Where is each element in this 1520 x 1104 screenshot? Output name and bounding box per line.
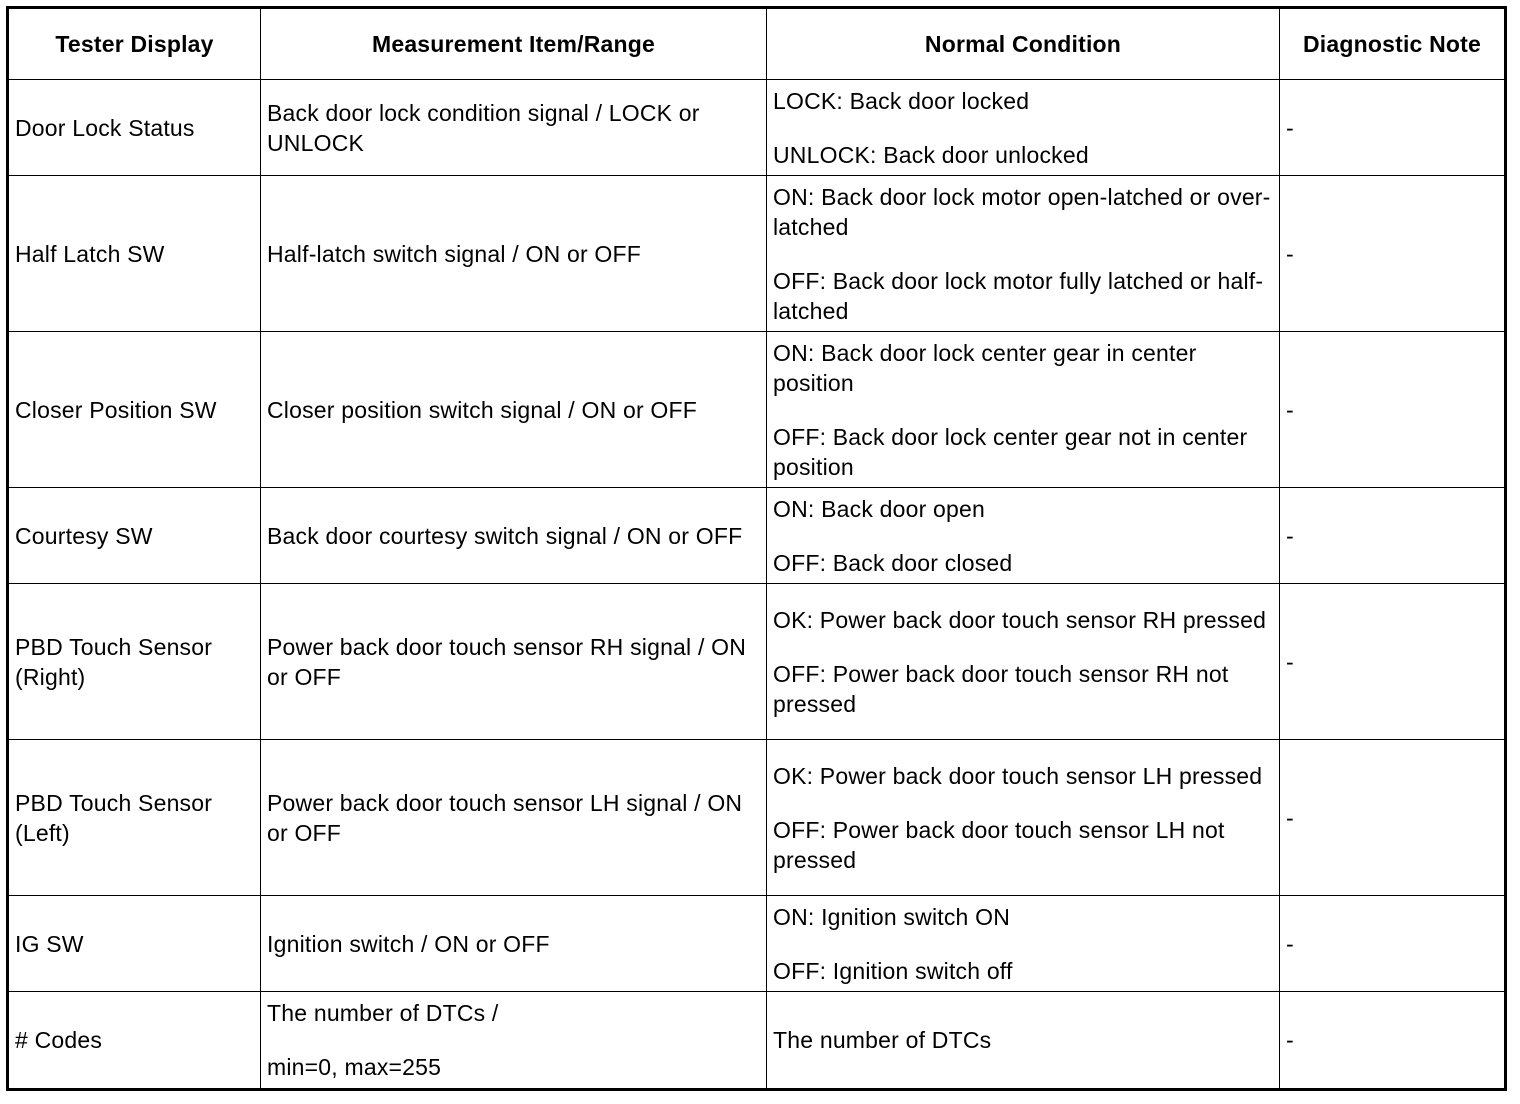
diagnostic-note-cell: - xyxy=(1280,176,1506,332)
table-row xyxy=(8,332,1506,488)
diagnostic-note-cell: - xyxy=(1280,584,1506,740)
normal-condition-cell xyxy=(767,176,1280,332)
condition-text: ON: Back door open xyxy=(773,495,985,522)
header-tester-display: Tester Display xyxy=(8,8,261,80)
normal-condition-cell xyxy=(767,80,1280,176)
measurement-cell xyxy=(261,80,767,176)
normal-condition-cell xyxy=(767,584,1280,740)
diagnostic-note-cell: - xyxy=(1280,740,1506,896)
measurement-cell xyxy=(261,176,767,332)
measurement-text: Ignition switch / ON or OFF xyxy=(267,930,550,957)
condition-text: ON: Back door lock center gear in center position xyxy=(773,339,1197,396)
tester-display-cell: Half Latch SW xyxy=(8,176,261,332)
diagnostic-note-cell: - xyxy=(1280,896,1506,992)
data-list-table xyxy=(6,6,1507,1091)
tester-display-cell: IG SW xyxy=(8,896,261,992)
measurement-cell xyxy=(261,488,767,584)
diagnostic-note-cell: - xyxy=(1280,80,1506,176)
table-row xyxy=(8,488,1506,584)
measurement-cell xyxy=(261,584,767,740)
table-row xyxy=(8,740,1506,896)
condition-text: ON: Ignition switch ON xyxy=(773,903,1011,930)
tester-display-cell: PBD Touch Sensor (Right) xyxy=(8,584,261,740)
normal-condition-cell xyxy=(767,488,1280,584)
normal-condition-cell xyxy=(767,332,1280,488)
diagnostic-note-cell: - xyxy=(1280,488,1506,584)
measurement-text: The number of DTCs / xyxy=(267,1000,499,1026)
measurement-text: Power back door touch sensor LH signal / ON or OFF xyxy=(267,789,743,846)
measurement-cell xyxy=(261,740,767,896)
normal-condition-cell xyxy=(767,992,1280,1090)
condition-text: OK: Power back door touch sensor RH pressed xyxy=(773,606,1267,633)
measurement-cell xyxy=(261,332,767,488)
table-row xyxy=(8,584,1506,740)
table-row xyxy=(8,896,1506,992)
condition-text: OK: Power back door touch sensor LH pressed xyxy=(773,762,1263,789)
condition-text: LOCK: Back door locked xyxy=(773,87,1030,114)
measurement-cell xyxy=(261,992,767,1090)
measurement-text: Closer position switch signal / ON or OFF xyxy=(267,396,697,423)
measurement-text: Back door lock condition signal / LOCK or UNLOCK xyxy=(267,99,700,156)
condition-text: ON: Back door lock motor open-latched or over-latched xyxy=(773,183,1271,240)
table-row xyxy=(8,176,1506,332)
header-normal-condition: Normal Condition xyxy=(767,8,1280,80)
condition-text: UNLOCK: Back door unlocked xyxy=(773,141,1089,168)
condition-text: The number of DTCs xyxy=(773,1027,992,1053)
header-diagnostic-note: Diagnostic Note xyxy=(1280,8,1506,80)
diagnostic-note-cell: - xyxy=(1280,332,1506,488)
condition-text: OFF: Power back door touch sensor LH not pressed xyxy=(773,816,1225,873)
measurement-text: Back door courtesy switch signal / ON or OFF xyxy=(267,522,743,549)
condition-text: OFF: Ignition switch off xyxy=(773,957,1013,984)
diagnostic-note-cell: - xyxy=(1280,992,1506,1090)
tester-display-cell: Closer Position SW xyxy=(8,332,261,488)
table-row xyxy=(8,80,1506,176)
header-row xyxy=(8,8,1506,80)
normal-condition-cell xyxy=(767,896,1280,992)
tester-display-cell: Courtesy SW xyxy=(8,488,261,584)
table-row xyxy=(8,992,1506,1090)
measurement-text: min=0, max=255 xyxy=(267,1054,442,1080)
header-measurement: Measurement Item/Range xyxy=(261,8,767,80)
tester-display-cell: # Codes xyxy=(8,992,261,1090)
condition-text: OFF: Back door lock center gear not in center position xyxy=(773,423,1248,480)
condition-text: OFF: Power back door touch sensor RH not pressed xyxy=(773,660,1229,717)
normal-condition-cell xyxy=(767,740,1280,896)
tester-display-cell: Door Lock Status xyxy=(8,80,261,176)
condition-text: OFF: Back door closed xyxy=(773,549,1013,576)
tester-display-cell: PBD Touch Sensor (Left) xyxy=(8,740,261,896)
condition-text: OFF: Back door lock motor fully latched or half-latched xyxy=(773,267,1264,324)
measurement-cell xyxy=(261,896,767,992)
measurement-text: Half-latch switch signal / ON or OFF xyxy=(267,240,642,267)
measurement-text: Power back door touch sensor RH signal / ON or OFF xyxy=(267,633,747,690)
